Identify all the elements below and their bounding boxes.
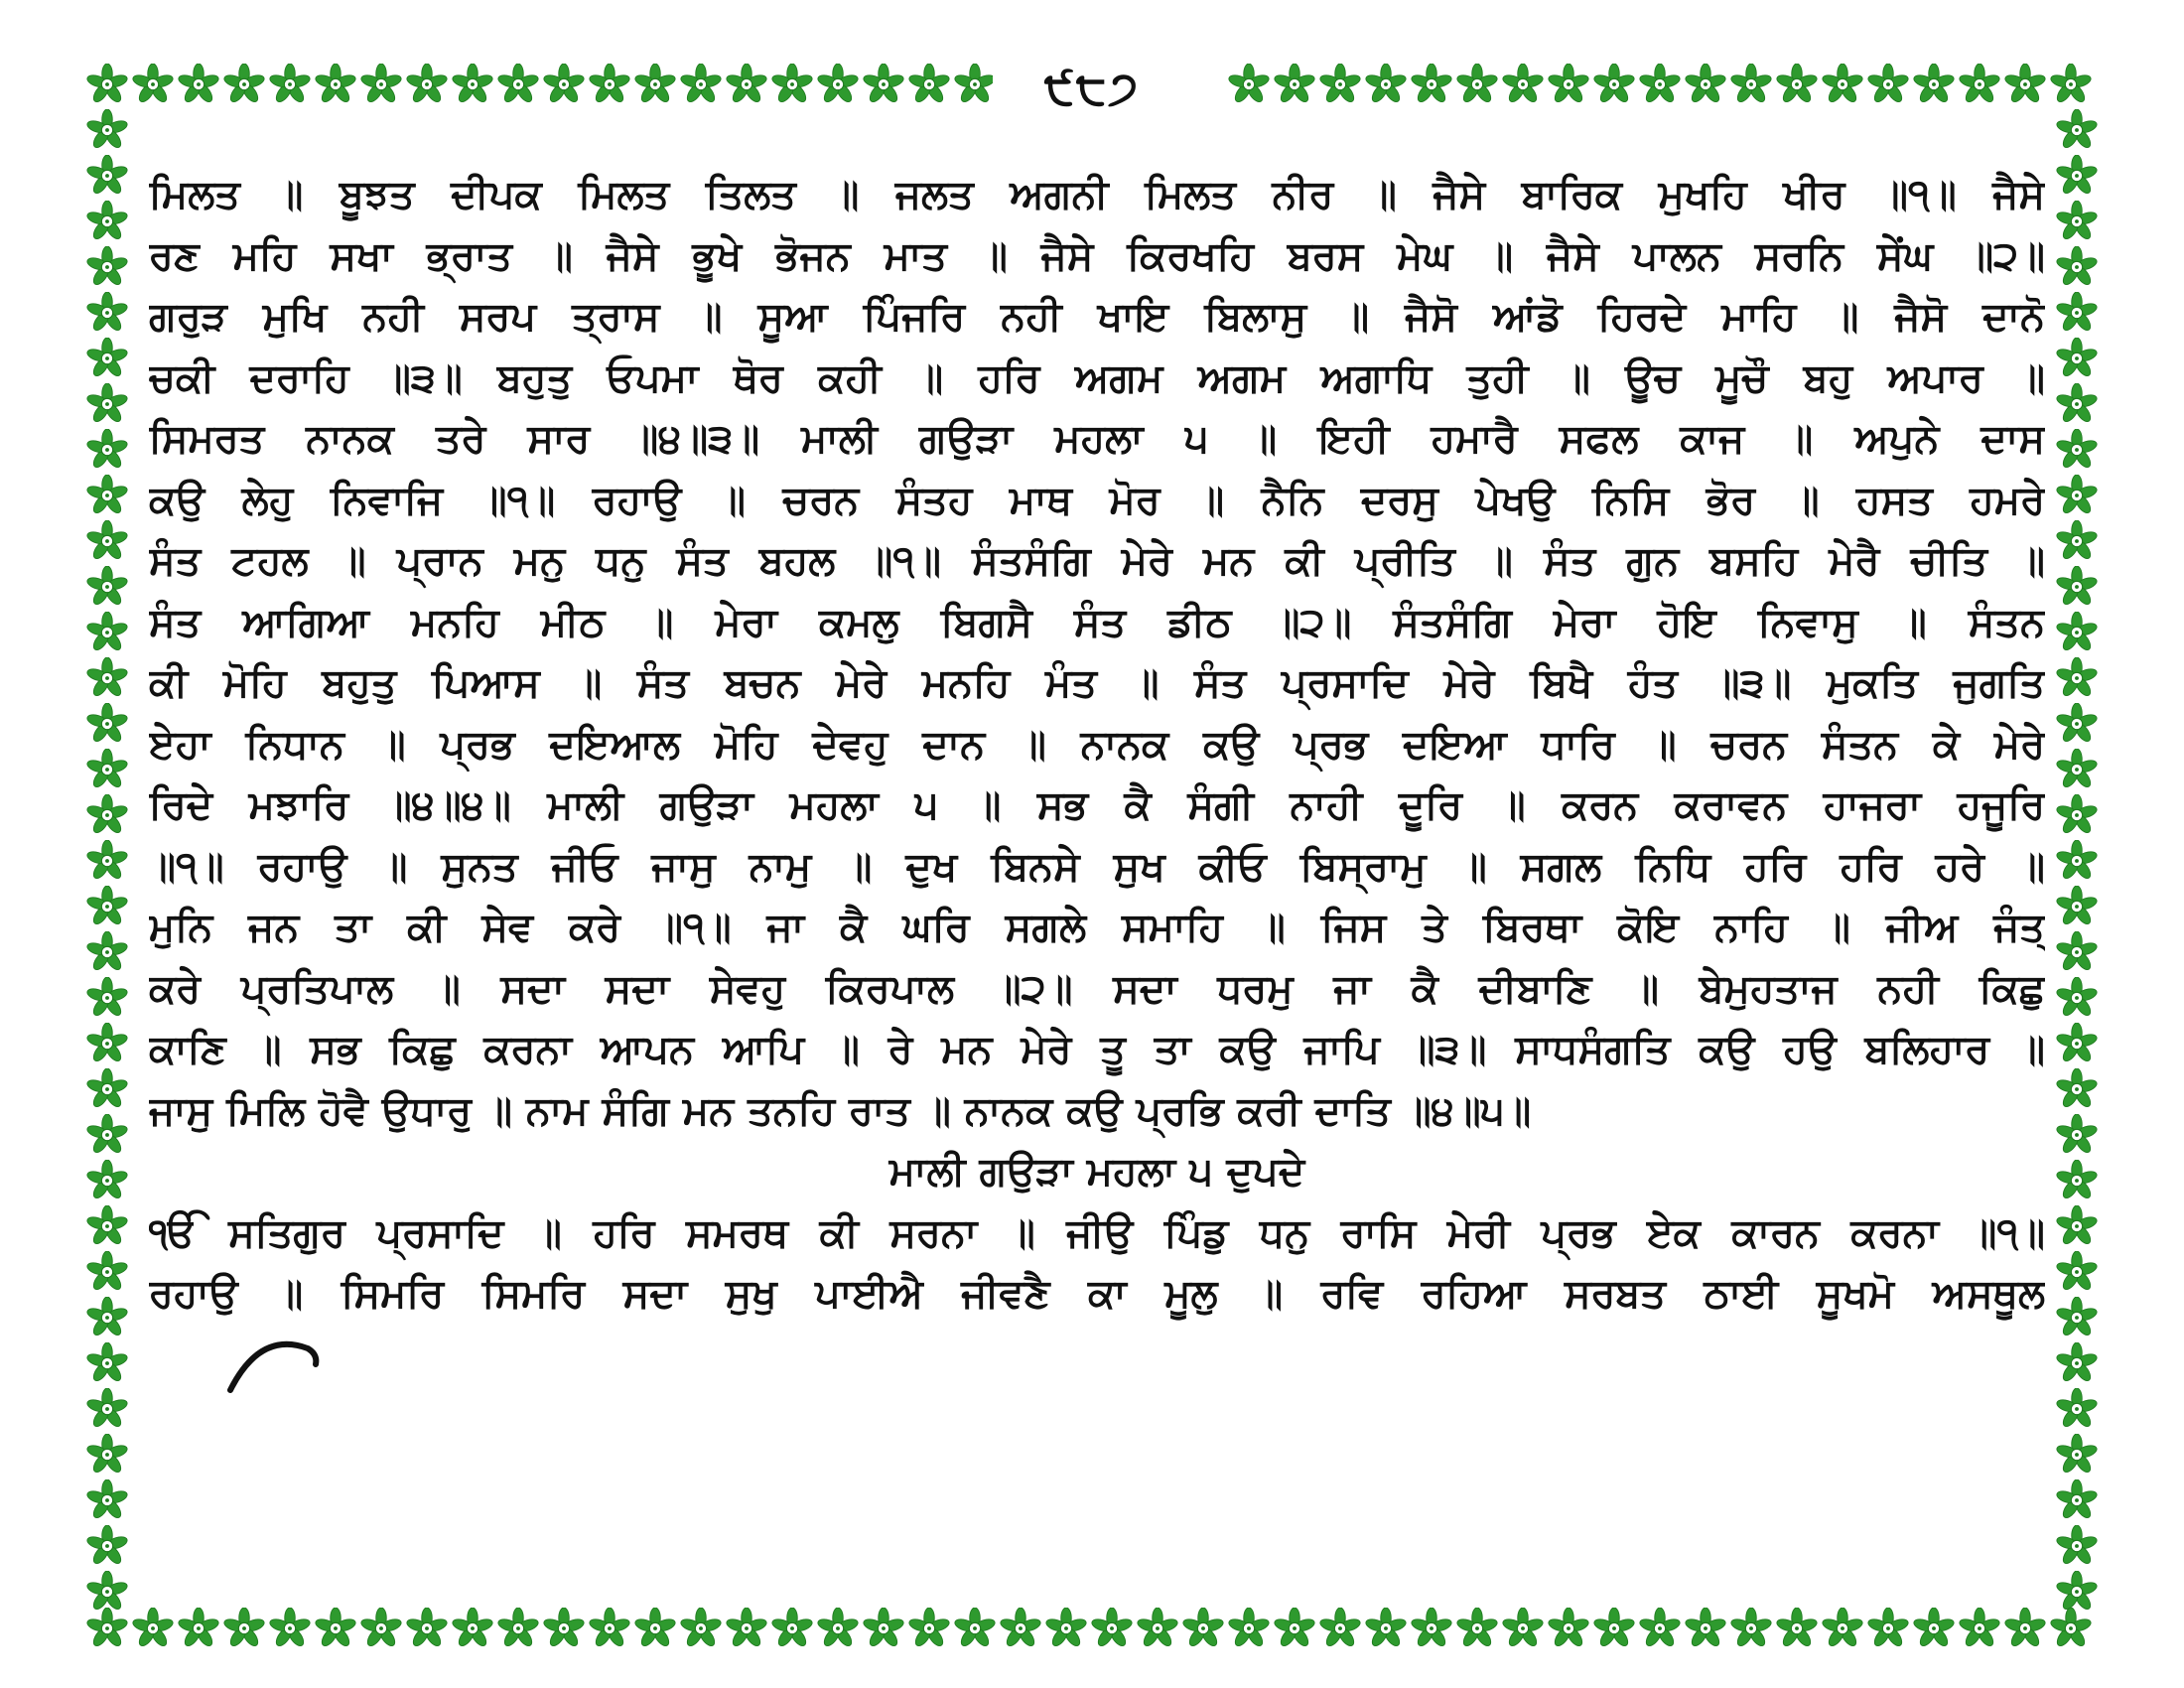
flower-icon [85, 429, 128, 470]
text-line: ਕੀ ਮੋਹਿ ਬਹੁਤੁ ਪਿਆਸ ॥ ਸੰਤ ਬਚਨ ਮੇਰੇ ਮਨਹਿ ਮੰਤ ॥ ਸੰਤ ਪ੍ਰਸਾਦਿ ਮੇਰੇ ਬਿਖੈ ਹੰਤ ॥੩॥ ਮੁਕਤਿ ਜੁਗਤਿ [149, 660, 2045, 706]
text-line: ਚਕੀ ਦਰਾਹਿ ॥੩॥ ਬਹੁਤੁ ਓਪਮਾ ਥੋਰ ਕਹੀ ॥ ਹਰਿ ਅਗਮ ਅਗਮ ਅਗਾਧਿ ਤੁਹੀ ॥ ਊਚ ਮੂਚੌ ਬਹੁ ਅਪਾਰ ॥ [149, 354, 2045, 401]
flower-icon [268, 64, 311, 104]
text-line: ਰਿਦੇ ਮਝਾਰਿ ॥੪॥੪॥ ਮਾਲੀ ਗਉੜਾ ਮਹਲਾ ੫ ॥ ਸਭ ਕੈ ਸੰਗੀ ਨਾਹੀ ਦੂਰਿ ॥ ਕਰਨ ਕਰਾਵਨ ਹਾਜਰਾ ਹਜੂਰਿ [149, 782, 2045, 828]
flower-icon [85, 1525, 128, 1566]
flower-icon [907, 1608, 950, 1648]
flower-icon [85, 246, 128, 287]
text-line: ਮੁਨਿ ਜਨ ਤਾ ਕੀ ਸੇਵ ਕਰੇ ॥੧॥ ਜਾ ਕੈ ਘਰਿ ਸਗਲੇ ਸਮਾਹਿ ॥ ਜਿਸ ਤੇ ਬਿਰਥਾ ਕੋਇ ਨਾਹਿ ॥ ਜੀਅ ਜੰਤ੍ [149, 905, 2045, 950]
flower-icon [1912, 1608, 1955, 1648]
flower-icon [451, 1608, 493, 1648]
flower-icon [2055, 155, 2098, 196]
flower-icon [496, 64, 539, 104]
flower-icon [2055, 977, 2098, 1018]
flower-icon [2055, 246, 2098, 287]
flower-icon [222, 64, 265, 104]
flower-icon [953, 1608, 996, 1648]
flower-icon [725, 64, 767, 104]
flower-icon [816, 64, 859, 104]
flower-icon [770, 64, 813, 104]
flower-icon [1501, 64, 1544, 104]
flower-icon [953, 64, 996, 104]
flower-icon [85, 1608, 128, 1648]
flower-icon [1318, 64, 1361, 104]
flower-icon [2055, 749, 2098, 789]
flower-icon [85, 292, 128, 333]
flower-icon [85, 931, 128, 972]
flower-icon [451, 64, 493, 104]
flower-icon [2055, 1434, 2098, 1475]
flower-icon [1227, 64, 1270, 104]
text-line: ਏਹਾ ਨਿਧਾਨ ॥ ਪ੍ਰਭ ਦਇਆਲ ਮੋਹਿ ਦੇਵਹੁ ਦਾਨ ॥ ਨਾਨਕ ਕਉ ਪ੍ਰਭ ਦਇਆ ਧਾਰਿ ॥ ਚਰਨ ਸੰਤਨ ਕੇ ਮੇਰੇ [149, 721, 2045, 768]
flower-icon [314, 1608, 356, 1648]
flower-icon [1547, 1608, 1589, 1648]
flower-icon [85, 1068, 128, 1109]
flower-icon [1181, 1608, 1224, 1648]
flower-icon [2055, 1479, 2098, 1520]
flower-icon [2055, 338, 2098, 378]
flower-icon [85, 657, 128, 698]
flower-icon [542, 64, 585, 104]
flower-icon [2055, 292, 2098, 333]
flower-icon [2055, 1342, 2098, 1383]
flower-icon [633, 64, 676, 104]
flower-icon [907, 64, 950, 104]
flower-icon [1821, 1608, 1863, 1648]
flower-icon [85, 64, 128, 104]
text-line: ॥੧॥ ਰਹਾਉ ॥ ਸੁਨਤ ਜੀਓ ਜਾਸੁ ਨਾਮੁ ॥ ਦੁਖ ਬਿਨਸੇ ਸੁਖ ਕੀਓ ਬਿਸ੍ਰਾਮੁ ॥ ਸਗਲ ਨਿਧਿ ਹਰਿ ਹਰਿ ਹਰੇ ॥ [149, 843, 2045, 890]
flower-icon [85, 1434, 128, 1475]
flower-icon [2055, 612, 2098, 652]
flower-icon [1364, 1608, 1407, 1648]
flower-icon [1227, 1608, 1270, 1648]
flower-icon [405, 64, 448, 104]
flower-icon [85, 338, 128, 378]
flower-icon [2055, 657, 2098, 698]
flower-icon [85, 1297, 128, 1337]
flower-icon [2055, 1023, 2098, 1063]
flower-icon [2055, 1251, 2098, 1292]
flower-icon [2055, 201, 2098, 241]
flower-icon [1273, 1608, 1315, 1648]
flower-icon [2055, 1068, 2098, 1109]
text-line: ਮਿਲਤ ॥ ਬੂਝਤ ਦੀਪਕ ਮਿਲਤ ਤਿਲਤ ॥ ਜਲਤ ਅਗਨੀ ਮਿਲਤ ਨੀਰ ॥ ਜੈਸੇ ਬਾਰਿਕ ਮੁਖਹਿ ਖੀਰ ॥੧॥ ਜੈਸੇ [149, 172, 2045, 217]
flower-icon [588, 1608, 630, 1648]
flower-icon [2049, 64, 2092, 104]
flower-icon [2055, 1571, 2098, 1612]
flower-icon [314, 64, 356, 104]
flower-icon [862, 64, 904, 104]
text-line: ਸੰਤ ਟਹਲ ॥ ਪ੍ਰਾਨ ਮਨੁ ਧਨੁ ਸੰਤ ਬਹਲ ॥੧॥ ਸੰਤਸੰਗਿ ਮੇਰੇ ਮਨ ਕੀ ਪ੍ਰੀਤਿ ॥ ਸੰਤ ਗੁਨ ਬਸਹਿ ਮੇਰੈ ਚੀਤਿ ॥ [149, 538, 2045, 584]
flower-icon [2003, 64, 2046, 104]
flower-icon [1729, 64, 1772, 104]
flower-icon [999, 1608, 1041, 1648]
flower-icon [359, 1608, 402, 1648]
flower-icon [816, 1608, 859, 1648]
flower-icon [2055, 794, 2098, 835]
flower-icon [1638, 1608, 1681, 1648]
flower-icon [85, 566, 128, 607]
flower-icon [2055, 1388, 2098, 1429]
flower-icon [85, 612, 128, 652]
flower-icon [85, 109, 128, 150]
flower-icon [1821, 64, 1863, 104]
text-line: ਕਾਣਿ ॥ ਸਭ ਕਿਛੁ ਕਰਨਾ ਆਪਨ ਆਪਿ ॥ ਰੇ ਮਨ ਮੇਰੇ ਤੂ ਤਾ ਕਉ ਜਾਪਿ ॥੩॥ ਸਾਧਸੰਗਤਿ ਕਉ ਹਉ ਬਲਿਹਾਰ ॥ [149, 1027, 2045, 1072]
flower-icon [1364, 64, 1407, 104]
flower-icon [85, 1571, 128, 1612]
text-line: ੴ ਸਤਿਗੁਰ ਪ੍ਰਸਾਦਿ ॥ ਹਰਿ ਸਮਰਥ ਕੀ ਸਰਨਾ ॥ ਜੀਉ ਪਿੰਡੁ ਧਨੁ ਰਾਸਿ ਮੇਰੀ ਪ੍ਰਭ ਏਕ ਕਾਰਨ ਕਰਨਾ ॥੧॥ [149, 1209, 2045, 1256]
flower-icon [496, 1608, 539, 1648]
flower-icon [131, 64, 174, 104]
flower-icon [85, 475, 128, 515]
text-line: ਕਉ ਲੇਹੁ ਨਿਵਾਜਿ ॥੧॥ ਰਹਾਉ ॥ ਚਰਨ ਸੰਤਹ ਮਾਥ ਮੋਰ ॥ ਨੈਨਿ ਦਰਸੁ ਪੇਖਉ ਨਿਸਿ ਭੋਰ ॥ ਹਸਤ ਹਮਰੇ [149, 477, 2045, 523]
flower-icon [1318, 1608, 1361, 1648]
flower-icon [2055, 1525, 2098, 1566]
flower-icon [2049, 1608, 2092, 1648]
flower-icon [2055, 566, 2098, 607]
flower-icon [2055, 703, 2098, 744]
text-line: ਕਰੇ ਪ੍ਰਤਿਪਾਲ ॥ ਸਦਾ ਸਦਾ ਸੇਵਹੁ ਕਿਰਪਾਲ ॥੨॥ ਸਦਾ ਧਰਮੁ ਜਾ ਕੈ ਦੀਬਾਣਿ ॥ ਬੇਮੁਹਤਾਜ ਨਹੀ ਕਿਛੁ [149, 965, 2045, 1012]
flower-icon [1684, 64, 1726, 104]
flower-icon [85, 1388, 128, 1429]
flower-icon [2055, 1114, 2098, 1155]
flower-icon [2055, 520, 2098, 561]
flower-icon [679, 1608, 722, 1648]
flower-icon [1958, 64, 2000, 104]
flower-icon [1273, 64, 1315, 104]
flower-icon [1136, 1608, 1178, 1648]
flower-icon [1592, 64, 1635, 104]
flower-icon [1775, 64, 1818, 104]
section-heading: ਮਾਲੀ ਗਉੜਾ ਮਹਲਾ ੫ ਦੁਪਦੇ [888, 1149, 1305, 1195]
flower-icon [770, 1608, 813, 1648]
flower-icon [131, 1608, 174, 1648]
text-line: ਸੰਤ ਆਗਿਆ ਮਨਹਿ ਮੀਠ ॥ ਮੇਰਾ ਕਮਲੁ ਬਿਗਸੈ ਸੰਤ ਡੀਠ ॥੨॥ ਸੰਤਸੰਗਿ ਮੇਰਾ ਹੋਇ ਨਿਵਾਸੁ ॥ ਸੰਤਨ [149, 599, 2045, 645]
flower-icon [85, 1023, 128, 1063]
flower-icon [2055, 475, 2098, 515]
flower-icon [177, 1608, 219, 1648]
flower-icon [268, 1608, 311, 1648]
flower-icon [542, 1608, 585, 1648]
flower-icon [1501, 1608, 1544, 1648]
flower-icon [1455, 1608, 1498, 1648]
flower-icon [85, 383, 128, 424]
flower-icon [1912, 64, 1955, 104]
flower-icon [1775, 1608, 1818, 1648]
flower-icon [862, 1608, 904, 1648]
text-line: ਜਾਸੁ ਮਿਲਿ ਹੋਵੈ ਉਧਾਰੁ ॥ ਨਾਮ ਸੰਗਿ ਮਨ ਤਨਹਿ ਰਾਤ ॥ ਨਾਨਕ ਕਉ ਪ੍ਰਭਿ ਕਰੀ ਦਾਤਿ ॥੪॥੫॥ [149, 1087, 1532, 1134]
scripture-text [149, 165, 2045, 1326]
flower-icon [1866, 1608, 1909, 1648]
text-line: ਰਣ ਮਹਿ ਸਖਾ ਭ੍ਰਾਤ ॥ ਜੈਸੇ ਭੂਖੇ ਭੋਜਨ ਮਾਤ ॥ ਜੈਸੇ ਕਿਰਖਹਿ ਬਰਸ ਮੇਘ ॥ ਜੈਸੇ ਪਾਲਨ ਸਰਨਿ ਸੇਂਘ ॥੨॥ [149, 232, 2045, 279]
flower-icon [1044, 1608, 1087, 1648]
flower-icon [1592, 1608, 1635, 1648]
flower-icon [1410, 1608, 1452, 1648]
flower-icon [85, 1342, 128, 1383]
flower-icon [85, 794, 128, 835]
flower-icon [1410, 64, 1452, 104]
flower-icon [2055, 931, 2098, 972]
flower-icon [2055, 1297, 2098, 1337]
flower-icon [85, 155, 128, 196]
flower-icon [679, 64, 722, 104]
flower-icon [177, 64, 219, 104]
flower-icon [85, 749, 128, 789]
flower-icon [1455, 64, 1498, 104]
flower-icon [359, 64, 402, 104]
flower-icon [85, 201, 128, 241]
page-number: ੯੮੭ [993, 58, 1191, 117]
flower-icon [1090, 1608, 1133, 1648]
flower-icon [85, 1479, 128, 1520]
flower-icon [85, 886, 128, 926]
flower-icon [222, 1608, 265, 1648]
ik-onkar-arc [220, 1331, 330, 1400]
flower-icon [2055, 109, 2098, 150]
flower-icon [85, 703, 128, 744]
flower-icon [1684, 1608, 1726, 1648]
flower-icon [2055, 429, 2098, 470]
flower-icon [2055, 840, 2098, 881]
flower-icon [85, 1205, 128, 1246]
flower-icon [1638, 64, 1681, 104]
flower-icon [725, 1608, 767, 1648]
flower-icon [2055, 886, 2098, 926]
flower-icon [85, 840, 128, 881]
flower-icon [85, 1114, 128, 1155]
flower-icon [85, 1251, 128, 1292]
flower-icon [85, 977, 128, 1018]
flower-icon [1729, 1608, 1772, 1648]
flower-icon [2003, 1608, 2046, 1648]
text-line: ਰਹਾਉ ॥ ਸਿਮਰਿ ਸਿਮਰਿ ਸਦਾ ਸੁਖੁ ਪਾਈਐ ਜੀਵਣੈ ਕਾ ਮੂਲੁ ॥ ਰਵਿ ਰਹਿਆ ਸਰਬਤ ਠਾਈ ਸੂਖਮੋ ਅਸਥੂਲ [149, 1271, 2045, 1317]
flower-icon [633, 1608, 676, 1648]
flower-icon [2055, 1205, 2098, 1246]
flower-icon [2055, 383, 2098, 424]
flower-icon [1866, 64, 1909, 104]
text-line: ਗਰੁੜ ਮੁਖਿ ਨਹੀ ਸਰਪ ਤ੍ਰਾਸ ॥ ਸੂਆ ਪਿੰਜਰਿ ਨਹੀ ਖਾਇ ਬਿਲਾਸੁ ॥ ਜੈਸੋ ਆਂਡੋ ਹਿਰਦੇ ਮਾਹਿ ॥ ਜੈਸੋ ਦਾਨੋ [149, 294, 2045, 340]
flower-icon [2055, 1160, 2098, 1200]
flower-icon [588, 64, 630, 104]
flower-icon [1547, 64, 1589, 104]
flower-icon [405, 1608, 448, 1648]
flower-icon [85, 520, 128, 561]
flower-icon [85, 1160, 128, 1200]
text-line: ਸਿਮਰਤ ਨਾਨਕ ਤਰੇ ਸਾਰ ॥੪॥੩॥ ਮਾਲੀ ਗਉੜਾ ਮਹਲਾ ੫ ॥ ਇਹੀ ਹਮਾਰੈ ਸਫਲ ਕਾਜ ॥ ਅਪੁਨੇ ਦਾਸ [149, 416, 2045, 462]
flower-icon [1958, 1608, 2000, 1648]
